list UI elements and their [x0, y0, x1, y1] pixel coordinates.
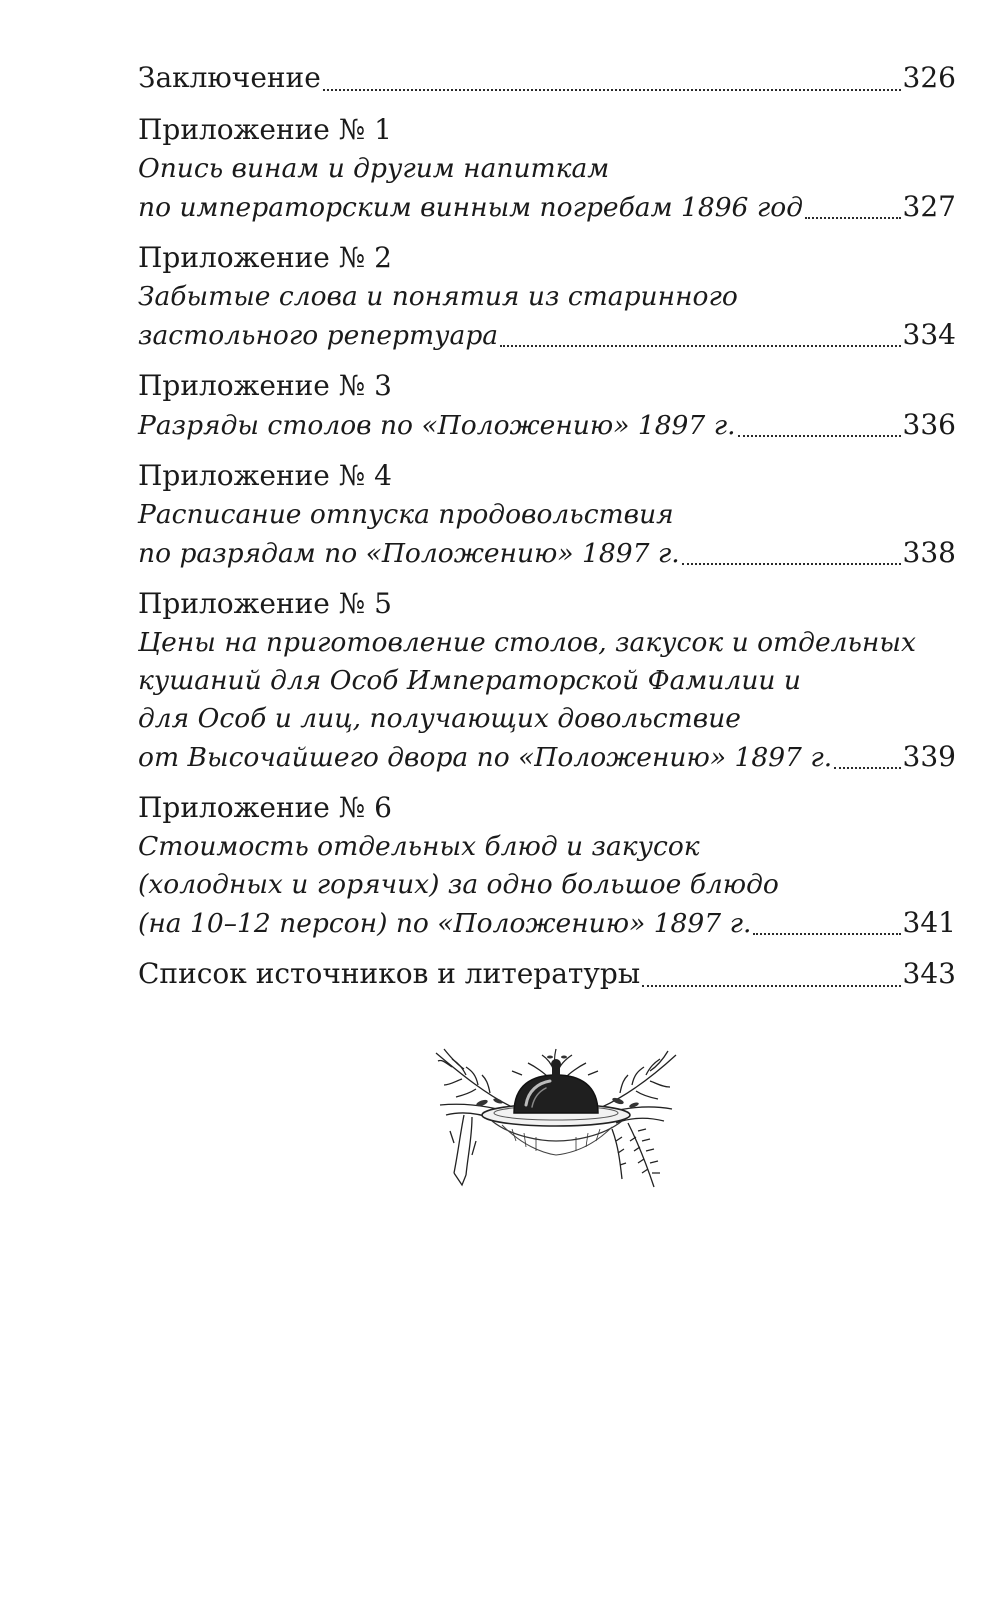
- toc-line-conclusion: [138, 58, 956, 98]
- appendix-title-line: застольного репертуара: [138, 320, 499, 351]
- appendix-heading: Приложение № 6: [138, 791, 392, 824]
- page-number: 336: [902, 408, 956, 441]
- dot-leader: [323, 64, 901, 92]
- toc-entry-appendix-1: [138, 110, 956, 226]
- appendix-title-last-line: [138, 738, 956, 776]
- appendix-title-last-line: [138, 188, 956, 226]
- appendix-title-line: Стоимость отдельных блюд и закусок: [138, 831, 700, 862]
- appendix-title-line: (на 10–12 персон) по «Положению» 1897 г.: [138, 908, 752, 939]
- toc-entry-appendix-4: [138, 456, 956, 572]
- page-number: 327: [902, 190, 956, 223]
- appendix-heading: Приложение № 5: [138, 587, 392, 620]
- page-number: 343: [902, 957, 956, 990]
- entry-title: Заключение: [138, 61, 321, 94]
- appendix-title-line: от Высочайшего двора по «Положению» 1897 г.: [138, 742, 833, 773]
- appendix-title-line: кушаний для Особ Императорской Фамилии и: [138, 665, 801, 696]
- page-number: 326: [902, 61, 956, 94]
- page-number: 339: [902, 740, 956, 773]
- toc-line-sources: [138, 954, 956, 994]
- appendix-title-line: (холодных и горячих) за одно большое блюдо: [138, 869, 779, 900]
- appendix-title-line: по императорским винным погребам 1896 год: [138, 192, 803, 223]
- toc-entry-appendix-3: [138, 366, 956, 444]
- appendix-title-last-line: [138, 904, 956, 942]
- dot-leader: [805, 194, 901, 221]
- page-number: 338: [902, 536, 956, 569]
- dot-leader: [642, 960, 900, 988]
- cloche-with-wheat-icon: [432, 1045, 680, 1195]
- dot-leader: [753, 910, 900, 937]
- appendix-heading: Приложение № 3: [138, 369, 392, 402]
- toc-entry-conclusion: [138, 58, 956, 98]
- appendix-heading: Приложение № 4: [138, 459, 392, 492]
- toc-entry-sources: [138, 954, 956, 994]
- appendix-title-line: Расписание отпуска продовольствия: [138, 499, 674, 530]
- dot-leader: [834, 744, 900, 771]
- page-number: 334: [902, 318, 956, 351]
- dot-leader: [500, 322, 900, 349]
- table-of-contents: [138, 58, 956, 1006]
- appendix-title-line: Забытые слова и понятия из старинного: [138, 281, 738, 312]
- appendix-heading: Приложение № 1: [138, 113, 392, 146]
- toc-entry-appendix-2: [138, 238, 956, 354]
- toc-entry-appendix-5: [138, 584, 956, 776]
- appendix-title-line: Разряды столов по «Положению» 1897 г.: [138, 410, 736, 441]
- page-number: 341: [902, 906, 956, 939]
- dot-leader: [738, 412, 901, 439]
- dot-leader: [682, 540, 901, 567]
- appendix-heading: Приложение № 2: [138, 241, 392, 274]
- appendix-title-line: Цены на приготовление столов, закусок и отдельных: [138, 627, 916, 658]
- appendix-title-line: по разрядам по «Положению» 1897 г.: [138, 538, 680, 569]
- appendix-title-last-line: [138, 406, 956, 444]
- appendix-title-line: Опись винам и другим напиткам: [138, 153, 610, 184]
- appendix-title-last-line: [138, 534, 956, 572]
- entry-title: Список источников и литературы: [138, 957, 641, 990]
- appendix-title-last-line: [138, 316, 956, 354]
- toc-entry-appendix-6: [138, 788, 956, 942]
- appendix-title-line: для Особ и лиц, получающих довольствие: [138, 703, 741, 734]
